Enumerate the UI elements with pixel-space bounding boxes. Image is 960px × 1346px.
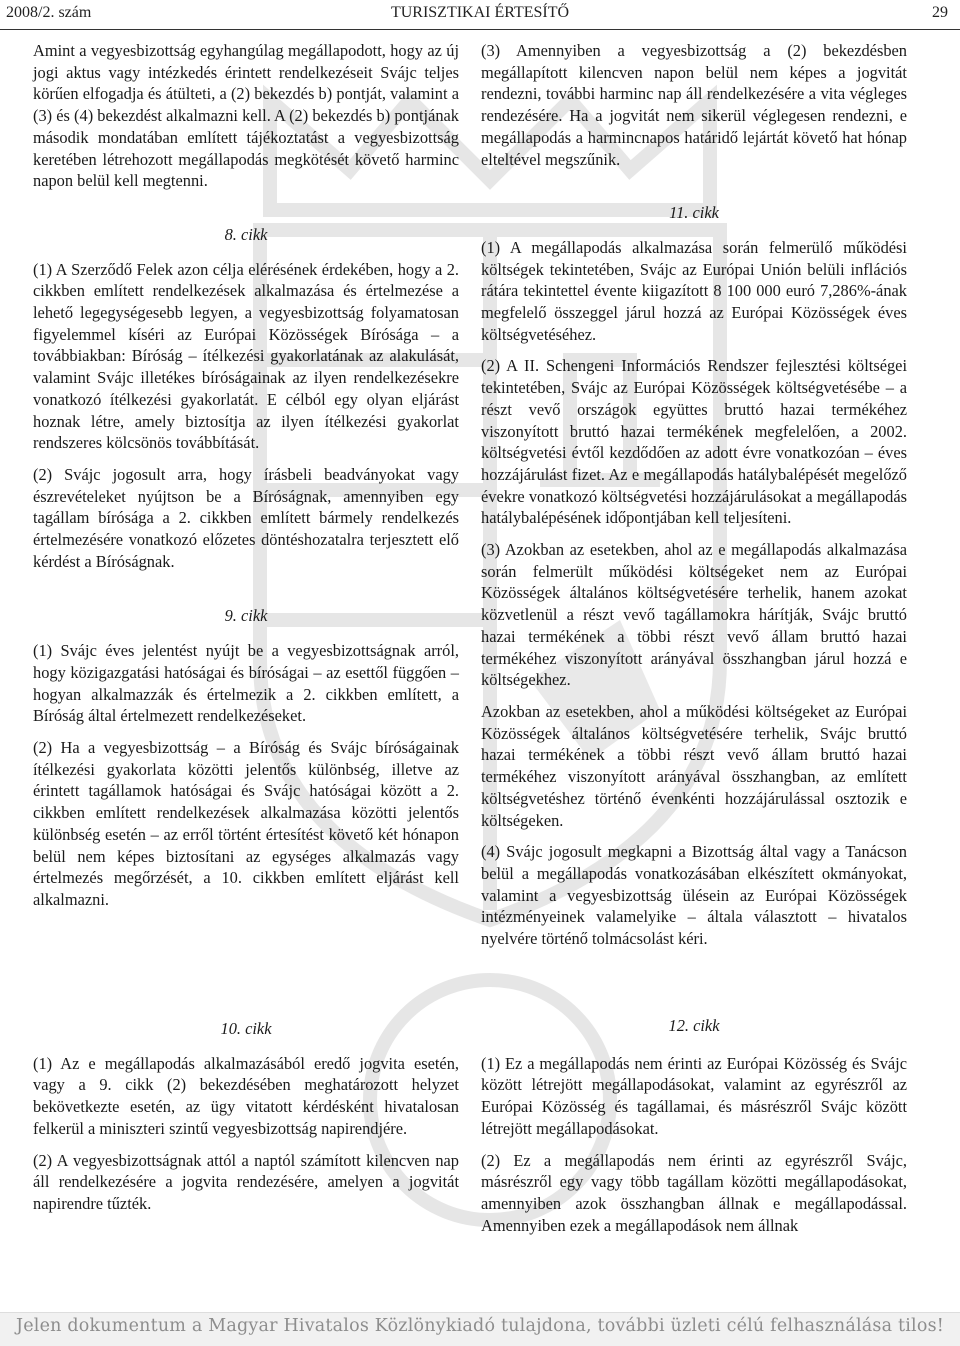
article-12-block bbox=[481, 1015, 907, 1246]
intro-paragraph: Amint a vegyesbizottság egyhangúlag megállapodott, hogy az új jogi aktus vagy intézkedés érintett rendelkezéseit Svájc teljes körűen elfogadja és átülteti, a (2) bekezdés b) pontját, valamint a (3) és (4) bekezdést alkalmazni kell. A (2) bekezdés b) pontjának második mondatában említett tájékoztatást a vegyesbizottság keretében létrehozott megállapodás megkötését követő harminc napon belül kell megtenni. bbox=[33, 41, 459, 191]
article-12-paragraph-1: (1) Ez a megállapodás nem érinti az Európai Közösség és Svájc között létrejött megállapodásokat, valamint az egyrészről az Európai Közösség és tagállamai, és másrészről Svájc között létrejött megállapodásokat. bbox=[481, 1053, 907, 1138]
article-12-title: 12. cikk bbox=[668, 1016, 720, 1035]
header-rule bbox=[0, 29, 960, 30]
article-11-paragraph-4: (4) Svájc jogosult megkapni a Bizottság által vagy a Tanácson belül a megállapodás vonatkozásában elkészített okmányokat, valamint a vegyesbizottság ülésein az Európai Közösségek intézményeinek valamelyike – általa választott – hivatalos nyelvére történő tolmácsolást kéri. bbox=[481, 842, 907, 949]
article-8-paragraph-2: (2) Svájc jogosult arra, hogy írásbeli beadványokat vagy észrevételeket nyújtson be a Bíróságnak, amennyiben egy tagállam bírósága a 2. cikkben említett bármely rendelkezés értelmezésére vonatkozó előzetes döntéshozatalra terjesztett elő kérdést a Bíróságnak. bbox=[33, 464, 459, 571]
article-10-block bbox=[33, 1018, 459, 1225]
left-column bbox=[33, 40, 459, 921]
page-number: 29 bbox=[932, 4, 948, 21]
article-9-title: 9. cikk bbox=[224, 606, 268, 626]
page-header bbox=[0, 0, 960, 28]
article-11-paragraph-2: (2) A II. Schengeni Információs Rendszer fejlesztési költségei tekintetében, Svájc az Európai Közösségek költségvetésébe – a részt vevő országok együttes bruttó hazai termékéhez viszonyított bruttó hazai termékének megfelelően, a 2002. költségvetési évtől kezdődően az adott évre vonatkozóan – éves hozzájárulást fizet. Az e megállapodás hatálybalépését megelőző évekre vonatkozó költségvetési hozzájárulásokat a megállapodás hatálybalépésének időpontjában kell teljesíteni. bbox=[481, 356, 907, 528]
article-11-title: 11. cikk bbox=[669, 203, 719, 223]
article-12-paragraph-2: (2) Ez a megállapodás nem érinti az egyrészről Svájc, másrészről egy vagy több tagállam közötti megállapodásokat, amennyiben azok összhangban állnak e megállapodással. Amennyiben ezek a megállapodások nem állnak bbox=[481, 1150, 907, 1235]
article-10-title: 10. cikk bbox=[220, 1019, 272, 1038]
issue-label: 2008/2. szám bbox=[6, 4, 92, 21]
article-11-paragraph-1: (1) A megállapodás alkalmazása során felmerülő működési költségek tekintetében, Svájc az Európai Unión belüli inflációs rátára tekintettel évente kiigazított 8 100 000 euró 7,286%-ának megfelelő összeggel járul hozzá az Európai Közösségek éves költségvetéséhez. bbox=[481, 237, 907, 344]
article-9-paragraph-2: (2) Ha a vegyesbizottság – a Bíróság és Svájc bíróságainak ítélkezési gyakorlata közötti jelentős különbség, illetve az érintett tagállamok hatóságai és Svájc hatóságai között a 2. cikkben említett rendelkezések alkalmazása közötti jelentős különbség esetén – az erről történt értesítést követő két hónapon belül nem képes biztosítani az egységes alkalmazás vagy értelmezés megőrzését, a 10. cikkben említett eljárást kell alkalmazni. bbox=[33, 737, 459, 909]
article-10-paragraph-1: (1) Az e megállapodás alkalmazásából eredő jogvita esetén, vagy a 9. cikk (2) bekezdésében meghatározott helyzet bekövetkezte esetén, az ügy vitatott kérdésként hivatalosan felkerül a miniszteri szintű vegyesbizottság napirendjére. bbox=[33, 1053, 459, 1138]
article-11-paragraph-3: (3) Azokban az esetekben, ahol az e megállapodás alkalmazása során felmerült működési költségeket nem az Európai Közösségek általános költségvetésére terhelik, hanem azokat közvetlenül a részt vevő tagállamokra hárítják, Svájc bruttó hazai termékének a többi részt vevő állam bruttó hazai termékéhez viszonyított arányával összhangban járul hozzá e költségekhez. bbox=[481, 540, 907, 690]
article-9-paragraph-1: (1) Svájc éves jelentést nyújt be a vegyesbizottságnak arról, hogy közigazgatási hatóságai és bíróságai – az esettől függően – hogyan alkalmazzák és értelmezik a 2. cikkben említett, a Bíróság által értelmezett rendelkezéseket. bbox=[33, 641, 459, 726]
journal-title: TURISZTIKAI ÉRTESÍTŐ bbox=[390, 4, 570, 21]
article-10-paragraph-2: (2) A vegyesbizottságnak attól a naptól számított kilencven nap áll rendelkezésére a jogvita rendezésére, amelyen a jogvitát napirendre tűzték. bbox=[33, 1150, 459, 1213]
article-8-paragraph-1: (1) A Szerződő Felek azon célja elérésének érdekében, hogy a 2. cikkben említett rendelkezések alkalmazása és értelmezése a lehető legegységesebb legyen, a vegyesbizottság folyamatosan figyelemmel kíséri az Európai Közösségek Bírósága – a továbbiakban: Bíróság – ítélkezési gyakorlatának az alakulását, valamint Svájc illetékes bíróságainak az ilyen rendelkezésekre vonatkozó ítélkezési gyakorlatát. E célból egy olyan eljárást hoznak létre, amely biztosítja az ilyen ítélkezési gyakorlat rendszeres kölcsönös továbbítását. bbox=[33, 259, 459, 453]
right-column bbox=[481, 40, 907, 960]
copyright-notice: Jelen dokumentum a Magyar Hivatalos Közlönykiadó tulajdona, további üzleti célú felhasználása tilos! bbox=[16, 1316, 944, 1336]
article-8-title: 8. cikk bbox=[224, 224, 268, 244]
article-10-paragraph-3: (3) Amennyiben a vegyesbizottság a (2) bekezdésben megállapított kilencven napon belül nem képes a jogvitát rendezni, további harminc nap áll rendelkezésére a vita végleges rendezésére. Ha a jogvitát nem sikerül véglegesen rendezni, e megállapodás a harmincnapos határidő lejártát követő hat hónap elteltével megszűnik. bbox=[481, 41, 907, 169]
article-11-paragraph-3b: Azokban az esetekben, ahol a működési költségeket az Európai Közösségek általános költségvetésére terhelik, Svájc bruttó hazai termékének a többi részt vevő állam bruttó hazai termékéhez viszonyított arányával összhangban, az említett költségvetéshez történő évenkénti hozzájárulással osztozik e költségeken. bbox=[481, 701, 907, 830]
